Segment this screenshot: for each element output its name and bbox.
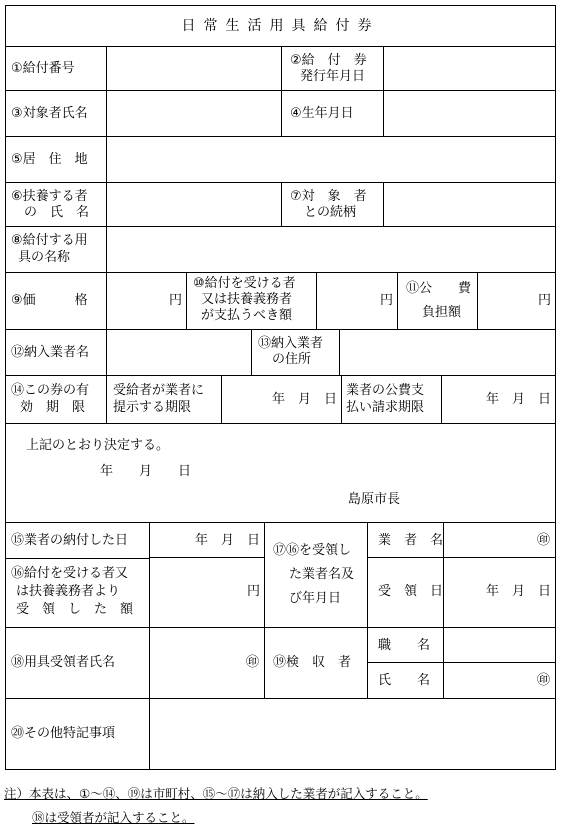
public-cost-label-b: 負担額 (422, 305, 462, 320)
received-amount-field[interactable] (149, 558, 264, 627)
row-recipient-inspector (6, 627, 555, 698)
benefit-number-field[interactable] (106, 47, 281, 90)
benefit-number-label: ①給付番号 (11, 61, 75, 76)
decision-block (6, 423, 555, 522)
claim-deadline-label-b: 払い請求期限 (346, 400, 425, 415)
delivery-date-label: ⑮業者の納付した日 (11, 533, 129, 548)
birthdate-field[interactable] (383, 91, 555, 136)
inspector-seal: ㊞ (536, 673, 550, 688)
receiver-label-b: た業者名及 (289, 567, 355, 582)
row-address (6, 136, 555, 182)
receipt-date-value: 年 月 日 (485, 584, 551, 599)
row-supporter (6, 182, 555, 226)
claim-deadline-field[interactable] (441, 376, 555, 423)
copay-label-b: 又は扶養義務者 (201, 292, 293, 307)
equipment-label-b: 具の名称 (18, 250, 71, 265)
received-amount-yen: 円 (246, 584, 260, 599)
public-cost-label-cell (397, 273, 477, 329)
issue-date-label-cell (281, 47, 383, 90)
inspector-name-field[interactable] (443, 663, 555, 698)
row-remarks (6, 698, 555, 769)
public-cost-field[interactable] (477, 273, 555, 329)
relation-label-b: との続柄 (304, 205, 357, 220)
name-label: 氏 名 (378, 673, 431, 688)
birthdate-label-cell (281, 91, 383, 136)
note-line-2: ⑱は受領者が記入すること。 (32, 810, 195, 825)
vendor-field[interactable] (443, 523, 555, 558)
row-validity (6, 375, 555, 423)
vendor-seal: ㊞ (536, 533, 550, 548)
form-title: 日常生活用具給付券 (181, 18, 380, 34)
present-deadline-date: 年 月 日 (271, 392, 337, 407)
equipment-name-field[interactable] (106, 227, 555, 272)
address-label: ⑤居 住 地 (11, 152, 88, 167)
vendor-address-label-b: の住所 (272, 352, 312, 367)
present-deadline-field[interactable] (221, 376, 341, 423)
supporter-label-a: ⑥扶養する者 (11, 189, 88, 204)
receipt-date-label-cell (367, 558, 443, 627)
equipment-label-a: ⑧給付する用 (11, 233, 88, 248)
claim-deadline-date: 年 月 日 (485, 392, 551, 407)
equipment-receiver-field[interactable] (149, 628, 264, 698)
benefit-voucher-form (5, 5, 556, 770)
copay-label-cell (186, 273, 316, 329)
receiver-label-c: び年月日 (289, 591, 342, 606)
equipment-receiver-label: ⑱用具受領者氏名 (11, 655, 116, 670)
present-deadline-label-cell (106, 376, 221, 423)
public-cost-yen: 円 (537, 293, 551, 308)
post-label: 職 名 (378, 638, 431, 653)
received-amount-label-c: 受 領 し た 額 (16, 602, 134, 617)
address-field[interactable] (106, 137, 555, 182)
inspector-label: ⑲検 収 者 (273, 655, 352, 670)
received-amount-label-a: ⑯給付を受ける者又 (11, 566, 129, 581)
recipient-name-label: ③対象者氏名 (11, 106, 88, 121)
present-deadline-label-b: 提示する期限 (113, 400, 192, 415)
decision-text: 上記のとおり決定する。 (26, 438, 170, 453)
decision-date: 年 月 日 (100, 464, 192, 479)
recipient-name-field[interactable] (106, 91, 281, 136)
issue-date-field[interactable] (383, 47, 555, 90)
supporter-label-b: の 氏 名 (24, 205, 90, 220)
copay-label-a: ⑩給付を受ける者 (193, 276, 296, 291)
price-label: ⑨価 格 (11, 293, 88, 308)
vendor-label-cell (367, 523, 443, 558)
issue-label-a: ②給 付 券 (290, 53, 367, 68)
issue-label-b: 発行年月日 (300, 69, 366, 84)
vendor-name-label: ⑫納入業者名 (11, 345, 90, 360)
remarks-label: ⑳その他特記事項 (11, 726, 116, 741)
delivery-date-value: 年 月 日 (194, 533, 260, 548)
vendor-label: 業 者 名 (378, 533, 444, 548)
delivery-block (6, 522, 555, 627)
validity-label-a: ⑭この券の有 (11, 383, 90, 398)
post-label-cell (367, 628, 443, 663)
price-field[interactable] (106, 273, 186, 329)
name-label-cell (367, 663, 443, 698)
row-benefit-number (6, 46, 555, 90)
vendor-address-label-a: ⑬納入業者 (258, 336, 324, 351)
relation-label-a: ⑦対 象 者 (290, 189, 367, 204)
supporter-name-field[interactable] (106, 183, 281, 226)
post-field[interactable] (443, 628, 555, 663)
equipment-receiver-seal: ㊞ (245, 655, 259, 670)
row-equipment-name (6, 226, 555, 272)
row-vendor (6, 329, 555, 375)
relation-label-cell (281, 183, 383, 226)
copay-yen: 円 (379, 293, 393, 308)
row-price (6, 272, 555, 329)
divider-15-16 (6, 558, 149, 559)
validity-label-b: 効 期 限 (20, 400, 86, 415)
receipt-date-field[interactable] (443, 558, 555, 627)
receipt-date-label: 受 領 日 (378, 584, 444, 599)
public-cost-label-a: ⑪公 費 (406, 281, 472, 296)
note-line-1: 注）本表は、①～⑭、⑲は市町村、⑮～⑰は納入した業者が記入すること。 (4, 786, 428, 801)
relation-field[interactable] (383, 183, 555, 226)
birthdate-label: ④生年月日 (290, 106, 354, 121)
vendor-name-field[interactable] (106, 330, 251, 375)
claim-deadline-label-a: 業者の公費支 (346, 383, 425, 398)
claim-deadline-label-cell (341, 376, 441, 423)
receiver-label-a: ⑰⑯を受領し (273, 543, 352, 558)
received-amount-label-b: は扶養義務者より (16, 584, 121, 599)
row-recipient-name (6, 90, 555, 136)
copay-field[interactable] (316, 273, 397, 329)
copay-label-c: が支払うべき額 (201, 308, 293, 323)
price-yen: 円 (168, 293, 182, 308)
delivery-date-field[interactable] (149, 523, 264, 558)
mayor-title: 島原市長 (348, 492, 401, 507)
present-deadline-label-a: 受給者が業者に (113, 383, 205, 398)
vendor-address-field[interactable] (339, 330, 555, 375)
receiver-label-cell (264, 523, 367, 627)
inspector-label-cell (264, 628, 367, 698)
remarks-field[interactable] (149, 699, 555, 769)
vendor-address-label-cell (251, 330, 339, 375)
